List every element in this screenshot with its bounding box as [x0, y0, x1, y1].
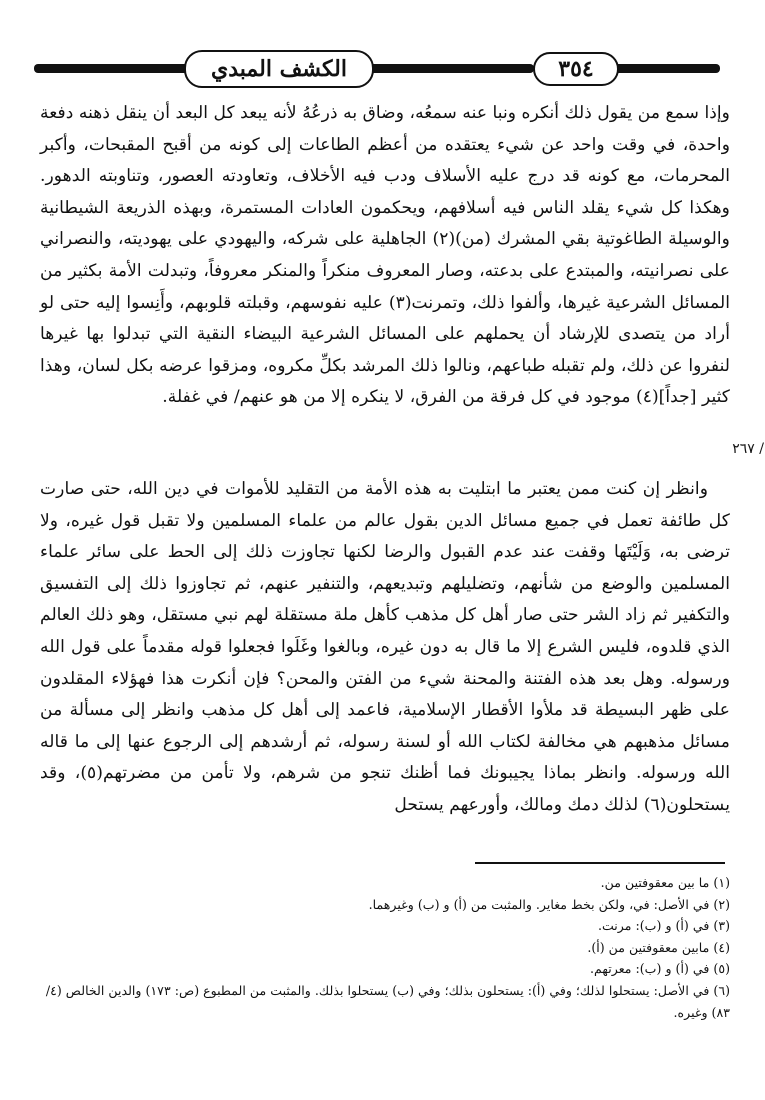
footnote-text: مابين معقوفتين من (أ).: [587, 939, 710, 955]
footnote-number: (٥): [713, 961, 730, 977]
footnote-text: في (أ) و (ب): مرنت.: [597, 918, 710, 934]
footnotes: [40, 872, 730, 1023]
footnote-text: في الأصل: في، ولكن بخط مغاير. والمثبت من (أ) و (ب) وغيرهما.: [368, 896, 710, 912]
footnote-text: ما بين معقوفتين من.: [600, 875, 710, 890]
footnote-separator: [475, 862, 725, 864]
footnote-item: [40, 958, 730, 980]
running-title: الكشف المبدي: [184, 50, 374, 88]
paragraph-text: وانظر إن كنت ممن يعتبر ما ابتليت به هذه الأمة من التقليد للأموات في دين الله، حتى صارت كل طائفة تعمل في جميع مسائل الدين بقول عالم من علماء المسلمين ولا تقبل قول غيره، ولا ترضى به، وَلَيْتَها وقفت عند عدم القبول والرضا لكنها تجاوزت ذلك إلى الحط على سائر علماء المسلمين والوضع من شأنهم، وتضليلهم وتبديعهم، والتنفير عنهم، ثم تجاوزوا ذلك إلى التفسيق والتكفير ثم زاد الشر حتى صار أهل كل مذهب كأهل ملة مستقلة لهم نبي مستقل، وهو ذلك العالم الذي قلدوه، فليس الشرع إلا ما قال به دون غيره، وبالغوا وغَلَوا فجعلوا قوله مقدماً على قول الله ورسوله. وهل بعد هذه الفتنة والمحنة شيء من الفتن والمحن؟ فإن أنكرت هذا فهؤلاء المقلدون على ظهر البسيطة قد ملأوا الأقطار الإسلامية، فاعمد إلى أهل كل مذهب وانظر إلى مسألة من مسائل مذهبهم هي مخالفة لكتاب الله أو لسنة رسوله، ثم أرشدهم إلى الرجوع عنها إلى ما قاله الله ورسوله. وانظر بماذا يجيبونك فما أظنك تنجو من شرهم، ولا تأمن من مضرتهم(٥)، وقد يستحلون(٦) لذلك دمك ومالك، وأورعهم يستحل: [40, 479, 730, 815]
paragraph-text: وإذا سمع من يقول ذلك أنكره ونبا عنه سمعُه، وضاق به ذرعُهُ لأنه يبعد كل البعد أن ينقل ذهنه دفعة واحدة، في وقت واحد عن شيء يعتقده من أعظم الطاعات إلى كونه من أقبح المقبحات، وأكبر المحرمات، مع كونه قد درج عليه الأسلاف ودب فيه الأخلاف، وتعاودته العصور، وتناوبته الدهور. وهكذا كل شيء يقلد الناس فيه أسلافهم، ويحكمون العادات المستمرة، وبهذه الذريعة الشيطانية والوسيلة الطاغوتية بقي المشرك (من)(٢) الجاهلية على شركه، واليهودي على يهوديته، والنصراني على نصرانيته، والمبتدع على بدعته، وصار المعروف منكراً والمنكر معروفاً، وتبدلت الأمة بكثير من المسائل الشرعية غيرها، وألفوا ذلك، وتمرنت(٣) عليه نفوسهم، وقبلته قلوبهم، وأَنِسوا إليه حتى لو أراد من يتصدى للإرشاد أن يحملهم على المسائل الشرعية البيضاء النقية التي تبدلوا بها غيرها لنفروا عن ذلك، ولم تقبله طباعهم، ونالوا ذلك المرشد بكلِّ مكروه، ومزقوا عرضه بكل لسان، وهذا كثير [جداً](٤) موجود في كل فرقة من الفرق، لا ينكره إلا من هو عنهم/ في غفلة.: [40, 103, 730, 408]
footnote-item: [40, 980, 730, 1023]
footnote-text: في الأصل: يستحلوا لذلك؛ وفي (أ): يستحلون بذلك؛ وفي (ب) يستحلوا بذلك. والمثبت من المطبوع (ص: ١٧٣) والدين الخالص (٤/ ٨٣) وغيره.: [45, 982, 730, 1020]
page-number: ٣٥٤: [533, 52, 619, 86]
body-paragraph-2: [40, 474, 730, 822]
footnote-text: في (أ) و (ب): معرتهم.: [590, 961, 710, 977]
footnote-number: (٤): [713, 939, 730, 955]
footnote-item: [40, 894, 730, 916]
manuscript-folio-marker: / ٢٦٧: [732, 441, 764, 457]
footnote-number: (٦): [713, 982, 730, 998]
footnote-item: [40, 915, 730, 937]
footnote-number: (١): [713, 875, 730, 890]
footnote-number: (٢): [713, 896, 730, 912]
footnote-number: (٣): [713, 918, 730, 934]
footnote-item: [40, 872, 730, 894]
body-paragraph-1: [40, 98, 730, 414]
footnote-item: [40, 937, 730, 959]
